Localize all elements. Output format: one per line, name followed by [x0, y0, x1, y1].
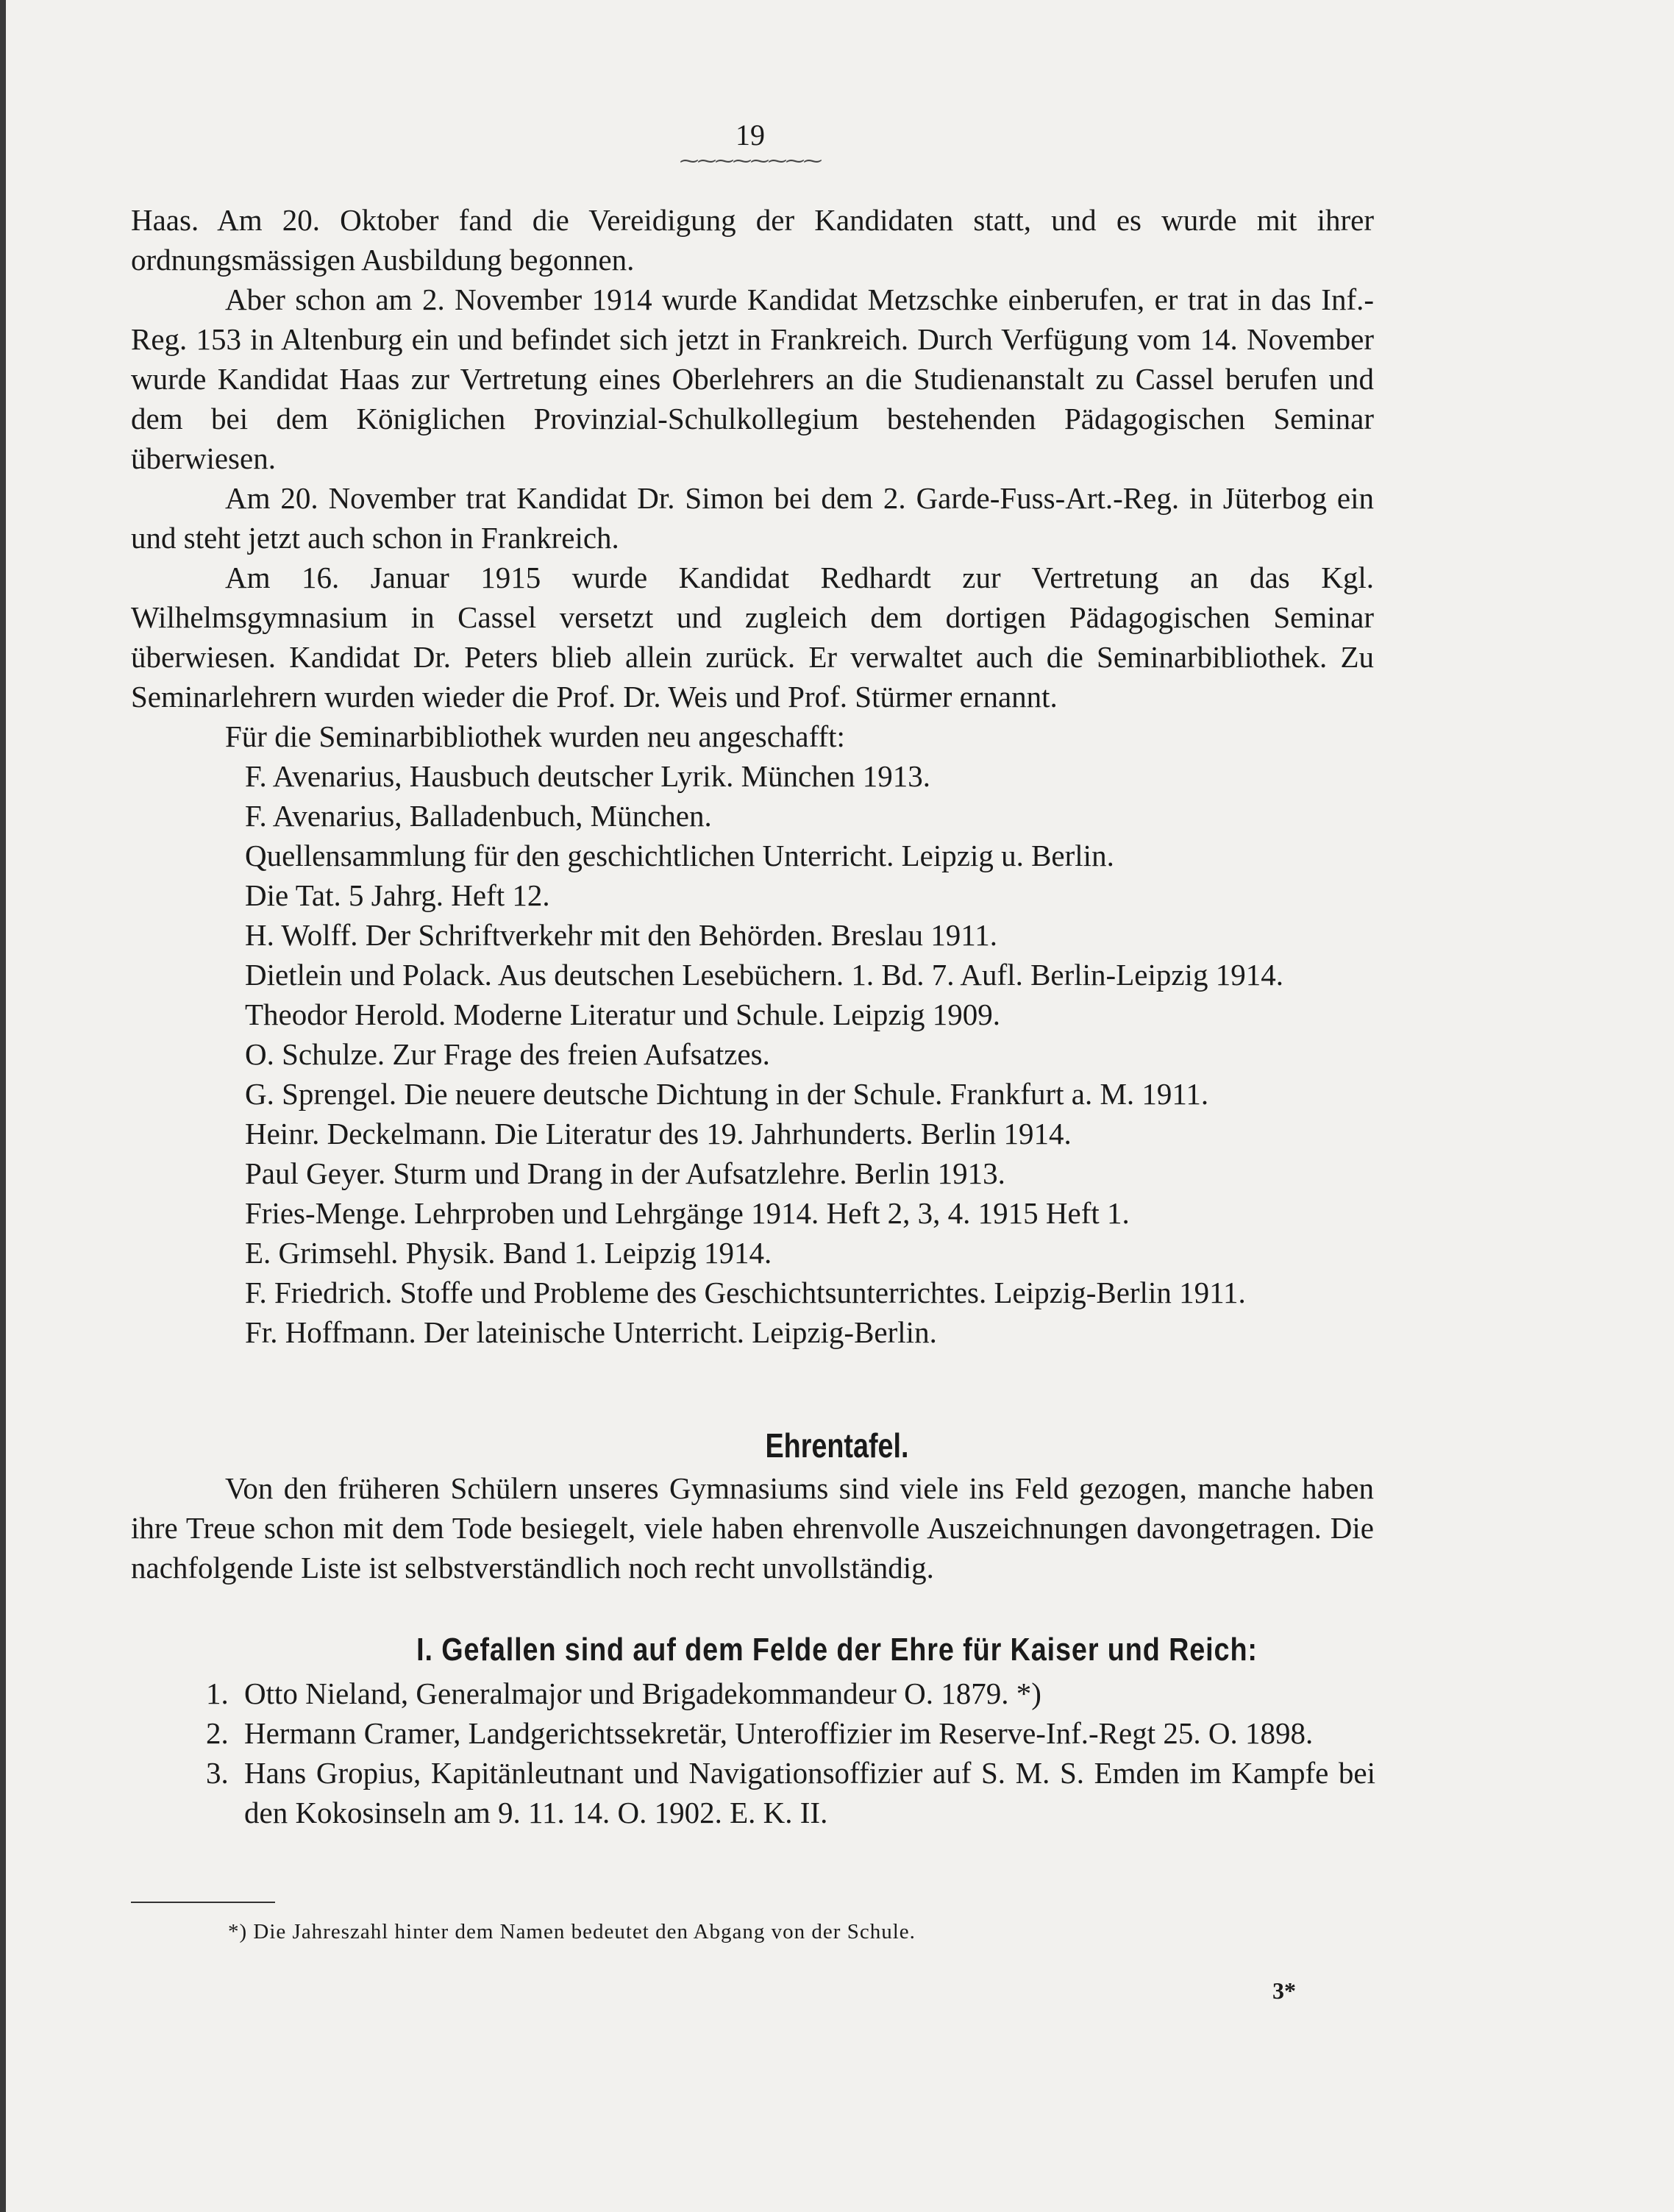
book-item: Fries-Menge. Lehrproben und Lehrgänge 1914. Heft 2, 3, 4. 1915 Heft 1.	[245, 1196, 1130, 1230]
book-item: G. Sprengel. Die neuere deutsche Dichtung in der Schule. Frankfurt a. M. 1911.	[245, 1077, 1209, 1111]
book-item: Paul Geyer. Sturm und Drang in der Aufsatzlehre. Berlin 1913.	[245, 1156, 1005, 1190]
book-item: H. Wolff. Der Schriftverkehr mit den Behörden. Breslau 1911.	[245, 918, 997, 952]
section-subheading: I. Gefallen sind auf dem Felde der Ehre für Kaiser und Reich:	[416, 1632, 1258, 1668]
book-item: E. Grimsehl. Physik. Band 1. Leipzig 1914.	[245, 1236, 772, 1270]
book-item: F. Avenarius, Balladenbuch, München.	[245, 799, 712, 833]
scan-edge	[0, 0, 6, 2212]
book-item: Heinr. Deckelmann. Die Literatur des 19. Jahrhunderts. Berlin 1914.	[245, 1117, 1072, 1151]
list-item-text: Otto Nieland, Generalmajor und Brigadekommandeur O. 1879. *)	[244, 1676, 1041, 1710]
book-item: F. Friedrich. Stoffe und Probleme des Geschichtsunterrichtes. Leipzig-Berlin 1911.	[245, 1276, 1246, 1309]
book-item: Theodor Herold. Moderne Literatur und Schule. Leipzig 1909.	[245, 997, 1000, 1031]
section-title: Ehrentafel.	[765, 1426, 909, 1465]
body-text	[131, 200, 1374, 1352]
footnote-rule	[131, 1902, 275, 1903]
paragraph-3: Am 20. November trat Kandidat Dr. Simon bei dem 2. Garde-Fuss-Art.-Reg. in Jüterbog ein und steht jetzt auch schon in Frankreich.	[131, 481, 1374, 555]
list-item-number: 3.	[206, 1756, 229, 1790]
book-item: Die Tat. 5 Jahrg. Heft 12.	[245, 878, 550, 912]
book-item: Dietlein und Polack. Aus deutschen Lesebüchern. 1. Bd. 7. Aufl. Berlin-Leipzig 1914.	[245, 958, 1283, 992]
section-intro-paragraph: Von den früheren Schülern unseres Gymnasiums sind viele ins Feld gezogen, manche haben ihre Treue schon mit dem Tode besiegelt, viele haben ehrenvolle Auszeichnungen davongetragen. Die nachfolgende Liste ist selbstverständlich noch recht unvollständig.	[131, 1471, 1374, 1585]
sheet-signature-mark: 3*	[1272, 1977, 1296, 2004]
list-item-number: 1.	[206, 1676, 229, 1710]
book-item: F. Avenarius, Hausbuch deutscher Lyrik. München 1913.	[245, 759, 930, 793]
list-item	[206, 1753, 1375, 1832]
page-number: 19	[736, 118, 765, 152]
paragraph-5: Für die Seminarbibliothek wurden neu angeschafft:	[225, 719, 845, 753]
list-item-text: Hermann Cramer, Landgerichtssekretär, Unteroffizier im Reserve-Inf.-Regt 25. O. 1898.	[244, 1716, 1314, 1750]
paragraph-4: Am 16. Januar 1915 wurde Kandidat Redhardt zur Vertretung an das Kgl. Wilhelmsgymnasium in Cassel versetzt und zugleich dem dortigen Pädagogischen Seminar überwiesen. Kandidat Dr. Peters blieb allein zurück. Er verwaltet auch die Seminarbibliothek. Zu Seminarlehrern wurden wieder die Prof. Dr. Weis und Prof. Stürmer ernannt.	[131, 561, 1374, 714]
page-number-ornament: ⁓⁓⁓⁓⁓⁓⁓⁓	[680, 150, 821, 171]
book-item: Quellensammlung für den geschichtlichen Unterricht. Leipzig u. Berlin.	[245, 839, 1114, 872]
book-item: O. Schulze. Zur Frage des freien Aufsatzes.	[245, 1037, 770, 1071]
section-intro	[131, 1468, 1374, 1587]
footnote: *) Die Jahreszahl hinter dem Namen bedeutet den Abgang von der Schule.	[228, 1920, 916, 1943]
fallen-list	[206, 1674, 1375, 1832]
list-item-text: Hans Gropius, Kapitänleutnant und Navigationsoffizier auf S. M. S. Emden im Kampfe bei den Kokosinseln am 9. 11. 14. O. 1902. E. K. II.	[244, 1756, 1375, 1829]
list-item-number: 2.	[206, 1716, 229, 1750]
list-item	[206, 1674, 1375, 1713]
list-item	[206, 1713, 1375, 1753]
paragraph-2: Aber schon am 2. November 1914 wurde Kandidat Metzschke einberufen, er trat in das Inf.-Reg. 153 in Altenburg ein und befindet sich jetzt in Frankreich. Durch Verfügung vom 14. November wurde Kandidat Haas zur Vertretung eines Oberlehrers an die Studienanstalt zu Cassel berufen und dem bei dem Königlichen Provinzial-Schulkollegium bestehenden Pädagogischen Seminar überwiesen.	[131, 282, 1374, 475]
book-list	[131, 756, 1374, 1352]
paragraph-1: Haas. Am 20. Oktober fand die Vereidigung der Kandidaten statt, und es wurde mit ihrer ordnungsmässigen Ausbildung begonnen.	[131, 203, 1374, 277]
book-item: Fr. Hoffmann. Der lateinische Unterricht. Leipzig-Berlin.	[245, 1315, 937, 1349]
